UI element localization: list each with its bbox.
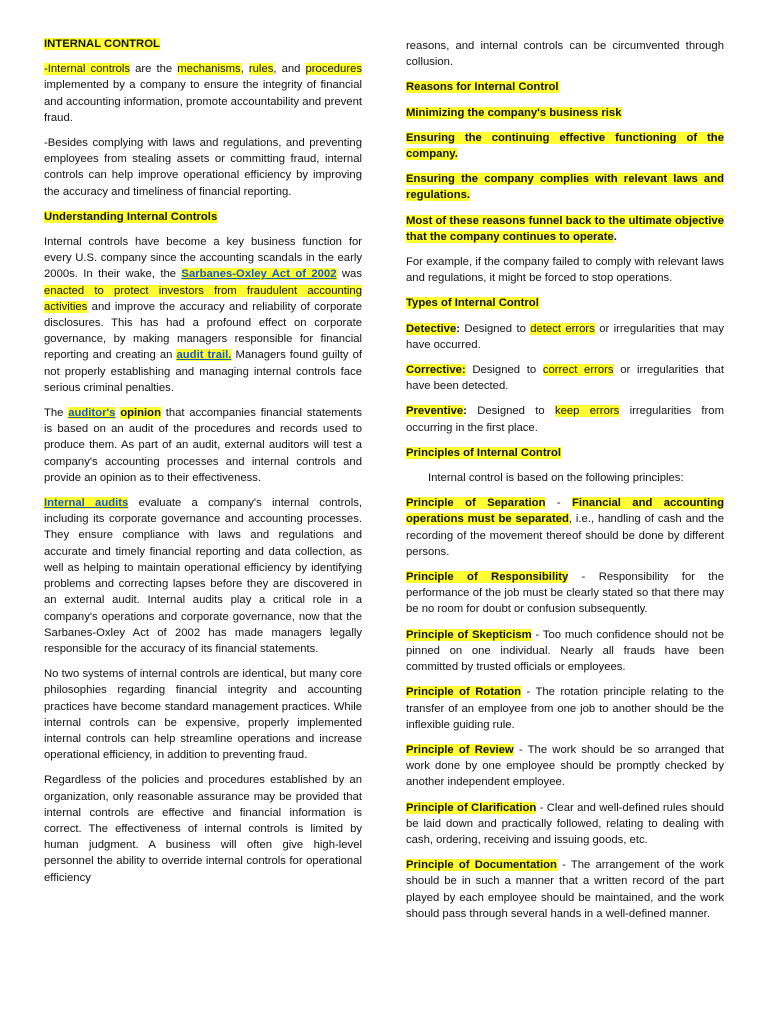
principle-separation: Principle of Separation - Financial and accounting operations must be separated, i.e., handling of cash and the recording of the movement thereof should be done by different persons. (406, 497, 725, 558)
sarbanes-oxley-link[interactable]: Sarbanes-Oxley Act of 2002 (181, 268, 337, 281)
section-heading-principles: Principles of Internal Control (406, 446, 562, 459)
paragraph-compliance: -Besides complying with laws and regulations, and preventing employees from stealing assets or committing fraud, internal controls can help improve operational efficiency by improving the accuracy and timeliness of financial reporting. (44, 137, 362, 198)
paragraph-auditor-opinion: The auditor's opinion that accompanies financial statements is based on an audit of the procedures and records used to produce them. As part of an audit, external auditors will test a company's accounting processes and internal controls and provide an opinion as to their effectiveness. (44, 407, 363, 484)
principle-rotation: Principle of Rotation - The rotation principle relating to the transfer of an employee from one job to another should be the inflexible guiding rule. (406, 686, 724, 731)
paragraph-continuation: reasons, and internal controls can be circumvented through collusion. (406, 40, 724, 69)
paragraph-understanding: Internal controls have become a key business function for every U.S. company since the accounting scandals in the early 2000s. In their wake, the Sarbanes-Oxley Act of 2002 was enacted to protect investors from fraudulent accounting activities and improve the accuracy and reliability of corporate disclosures. This has had a profound effect on corporate governance, by making managers responsible for financial reporting and creating an audit trail. Managers found guilty of not properly establishing and managing internal controls face serious criminal penalties. (44, 236, 362, 394)
paragraph-example: For example, if the company failed to comply with relevant laws and regulations, it might be forced to stop operations. (406, 256, 724, 285)
principle-responsibility: Principle of Responsibility - Responsibility for the performance of the job must be clearly stated so that there may be no room for doubt or confusion subsequently. (406, 571, 724, 616)
type-detective: Detective: Designed to detect errors or irregularities that may have occurred. (406, 322, 724, 351)
type-preventive: Preventive: Designed to keep errors irregularities from occurring in the first place. (406, 405, 724, 434)
paragraph-internal-audits: Internal audits evaluate a company's internal controls, including its corporate governance and accounting processes. They ensure compliance with laws and regulations and accurate and timely financial reporting and data collection, as well as helping to maintain operational efficiency by identifying problems and correcting lapses before they are discovered in an external audit. Internal audits play a critical role in a company's operations and corporate governance, now that the Sarbanes-Oxley Act of 2002 has made managers legally responsible for the accuracy of its financial statements. (44, 497, 362, 655)
reason-item: Ensuring the company complies with relevant laws and regulations. (406, 173, 724, 202)
paragraph-core-philosophies: No two systems of internal controls are identical, but many core philosophies regarding financial integrity and accounting practices have become standard management practices. While internal controls can be expensive, properly implemented internal controls can help streamline operations and increase operational efficiency, in addition to preventing fraud. (44, 668, 362, 762)
section-heading-reasons: Reasons for Internal Control (406, 81, 559, 94)
right-column (406, 38, 724, 931)
reason-item: Minimizing the company's business risk (406, 106, 622, 119)
principle-documentation: Principle of Documentation - The arrangement of the work should be in such a manner that a written record of the part played by each employee should be maintained, and the work should pass through several hands in a well-defined manner. (406, 859, 724, 920)
audit-trail-link[interactable]: audit trail. (176, 349, 232, 362)
paragraph-definition: -Internal controls are the mechanisms, rules, and procedures implemented by a company to ensure the integrity of financial and accounting information, promote accountability and prevent fraud. (44, 63, 363, 124)
principle-review: Principle of Review - The work should be so arranged that work done by one employee should be promptly checked by another independent employee. (406, 743, 724, 789)
left-column (44, 36, 362, 895)
reason-item: Most of these reasons funnel back to the ultimate objective that the company continues to operate. (406, 214, 724, 243)
principle-clarification: Principle of Clarification - Clear and well-defined rules should be laid down and practically followed, relating to dealing with cash, ordering, receiving and issuing goods, etc. (406, 801, 724, 846)
section-heading-types: Types of Internal Control (406, 297, 539, 310)
type-corrective: Corrective: Designed to correct errors or irregularities that have been detected. (406, 364, 724, 393)
principles-intro: Internal control is based on the following principles: (428, 472, 684, 485)
page-title: INTERNAL CONTROL (44, 38, 160, 50)
reason-item: Ensuring the continuing effective functioning of the company. (406, 131, 724, 161)
internal-audits-link[interactable]: Internal audits (44, 497, 129, 510)
auditors-link[interactable]: auditor's (68, 407, 116, 420)
section-heading-understanding: Understanding Internal Controls (44, 210, 218, 223)
principle-skepticism: Principle of Skepticism - Too much confidence should not be pinned on one individual. Nearly all frauds have been committed by trusted officials or employees. (406, 628, 724, 674)
paragraph-reasonable-assurance: Regardless of the policies and procedures established by an organization, only reasonable assurance may be provided that internal controls are effective and financial information is correct. The effectiveness of internal controls is limited by human judgment. A business will often give high-level personnel the ability to override internal controls for operational efficiency (44, 774, 362, 884)
